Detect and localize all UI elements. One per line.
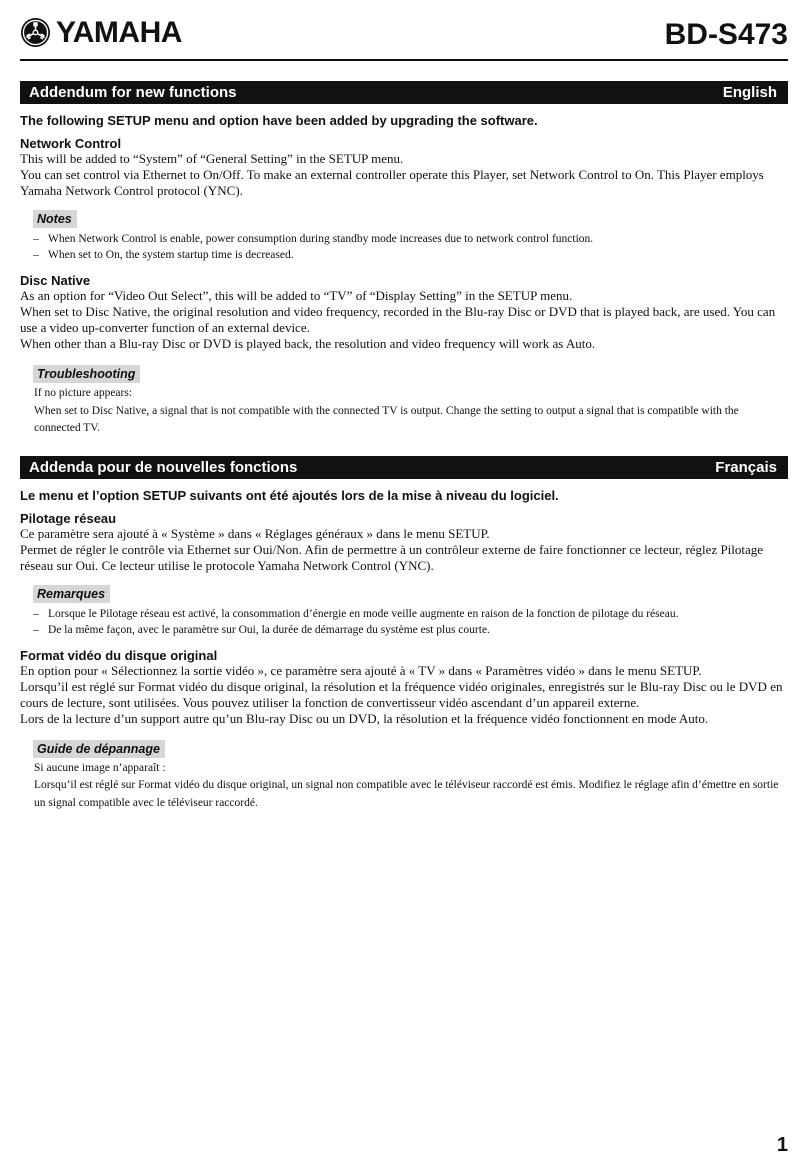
- page-header: [20, 0, 788, 62]
- section-lead: The following SETUP menu and option have been added by upgrading the software.: [20, 113, 538, 128]
- remarques-label: Remarques: [33, 585, 110, 603]
- troubleshooting-tag-row: [20, 365, 788, 383]
- section-lead: Le menu et l’option SETUP suivants ont été ajoutés lors de la mise à niveau du logiciel.: [20, 487, 559, 503]
- paragraph: Lorsqu’il est réglé sur Format vidéo du disque original, un signal non compatible avec le téléviseur raccordé est émis. Modifiez le réglage afin d’émettre en sortie un signal compatible avec le téléviseur raccordé.: [34, 779, 779, 809]
- brand-name: YAMAHA: [56, 16, 182, 49]
- list-item: – De la même façon, avec le paramètre sur Oui, la durée de démarrage du système est plus courte.: [33, 623, 490, 636]
- section-language: Français: [715, 458, 777, 476]
- note-text: When set to On, the system startup time is decreased.: [48, 249, 294, 261]
- section-language: English: [722, 84, 777, 101]
- troubleshooting-body: [20, 385, 788, 438]
- section-title: Addendum for new functions: [29, 84, 237, 101]
- paragraph: This will be added to “System” of “General Setting” in the SETUP menu.: [20, 151, 404, 166]
- section-title: Addenda pour de nouvelles fonctions: [29, 458, 298, 476]
- paragraph: When set to Disc Native, the original resolution and video frequency, recorded in the Blu-ray Disc or DVD that is played back, are used. You can use a video up-converter function of an external device.: [20, 304, 776, 335]
- list-item: – When set to On, the system startup time is decreased.: [33, 249, 294, 261]
- paragraph: If no picture appears:: [34, 387, 133, 399]
- paragraph: En option pour « Sélectionnez la sortie vidéo », ce paramètre sera ajouté à « TV » dans « Paramètres vidéo » dans le menu SETUP.: [20, 662, 702, 678]
- depannage-tag-row: [20, 740, 788, 758]
- paragraph: When other than a Blu-ray Disc or DVD is played back, the resolution and video frequency will work as Auto.: [20, 336, 596, 351]
- yamaha-logo: [20, 17, 182, 48]
- paragraph: Ce paramètre sera ajouté à « Système » dans « Réglages généraux » dans le menu SETUP.: [20, 525, 490, 541]
- notes-label: Notes: [33, 210, 77, 228]
- paragraph: Lors de la lecture d’un support autre qu’un Blu-ray Disc ou un DVD, la résolution et la fréquence vidéo fonctionnent en mode Auto.: [20, 710, 709, 726]
- manual-page: [20, 0, 788, 1171]
- section-bar-english: [20, 81, 788, 104]
- paragraph: Si aucune image n’apparaît :: [34, 761, 166, 774]
- remarques-list: [20, 606, 788, 638]
- depannage-body: [20, 760, 788, 813]
- paragraph: As an option for “Video Out Select”, this will be added to “TV” of “Display Setting” in the SETUP menu.: [20, 288, 573, 303]
- section-bar-francais: [20, 456, 788, 479]
- heading-format-video: Format vidéo du disque original: [20, 647, 218, 663]
- heading-network-control: Network Control: [20, 136, 122, 151]
- depannage-label: Guide de dépannage: [33, 740, 165, 758]
- heading-pilotage-reseau: Pilotage réseau: [20, 510, 117, 526]
- header-rule: [20, 59, 788, 61]
- note-text: De la même façon, avec le paramètre sur Oui, la durée de démarrage du système est plus courte.: [48, 623, 490, 636]
- paragraph: You can set control via Ethernet to On/Off. To make an external controller operate this Player, set Network Control to On. This Player employs Yamaha Network Control protocol (YNC).: [20, 167, 764, 198]
- list-item: – Lorsque le Pilotage réseau est activé, la consommation d’énergie en mode veille augmente en raison de la fonction de pilotage du réseau.: [33, 607, 679, 620]
- remarques-tag-row: [20, 585, 788, 603]
- paragraph: Lorsqu’il est réglé sur Format vidéo du disque original, la résolution et la fréquence vidéo originales, enregistrés sur le Blu-ray Disc ou le DVD en cours de lecture, sont utilisées. Vous pouvez utiliser la fonction de convertisseur vidéo ascendant d’un appareil externe.: [20, 678, 783, 710]
- paragraph: Permet de régler le contrôle via Ethernet sur Oui/Non. Afin de permettre à un contrôleur externe de faire fonctionner ce lecteur, réglez Pilotage réseau sur Oui. Ce lecteur utilise le protocole Yamaha Network Control (YNC).: [20, 541, 764, 573]
- heading-disc-native: Disc Native: [20, 273, 91, 288]
- list-item: – When Network Control is enable, power consumption during standby mode increases due to network control function.: [33, 233, 594, 245]
- note-text: Lorsque le Pilotage réseau est activé, la consommation d’énergie en mode veille augmente en raison de la fonction de pilotage du réseau.: [48, 607, 679, 620]
- notes-list: [20, 231, 788, 263]
- note-text: When Network Control is enable, power consumption during standby mode increases due to network control function.: [48, 233, 594, 245]
- notes-tag-row: [20, 210, 788, 228]
- yamaha-tuning-forks-icon: [20, 17, 51, 48]
- page-number: 1: [776, 1134, 788, 1156]
- model-number: BD-S473: [664, 18, 788, 51]
- paragraph: When set to Disc Native, a signal that is not compatible with the connected TV is output. Change the setting to output a signal that is compatible with the connected TV.: [34, 404, 739, 434]
- troubleshooting-label: Troubleshooting: [33, 365, 140, 383]
